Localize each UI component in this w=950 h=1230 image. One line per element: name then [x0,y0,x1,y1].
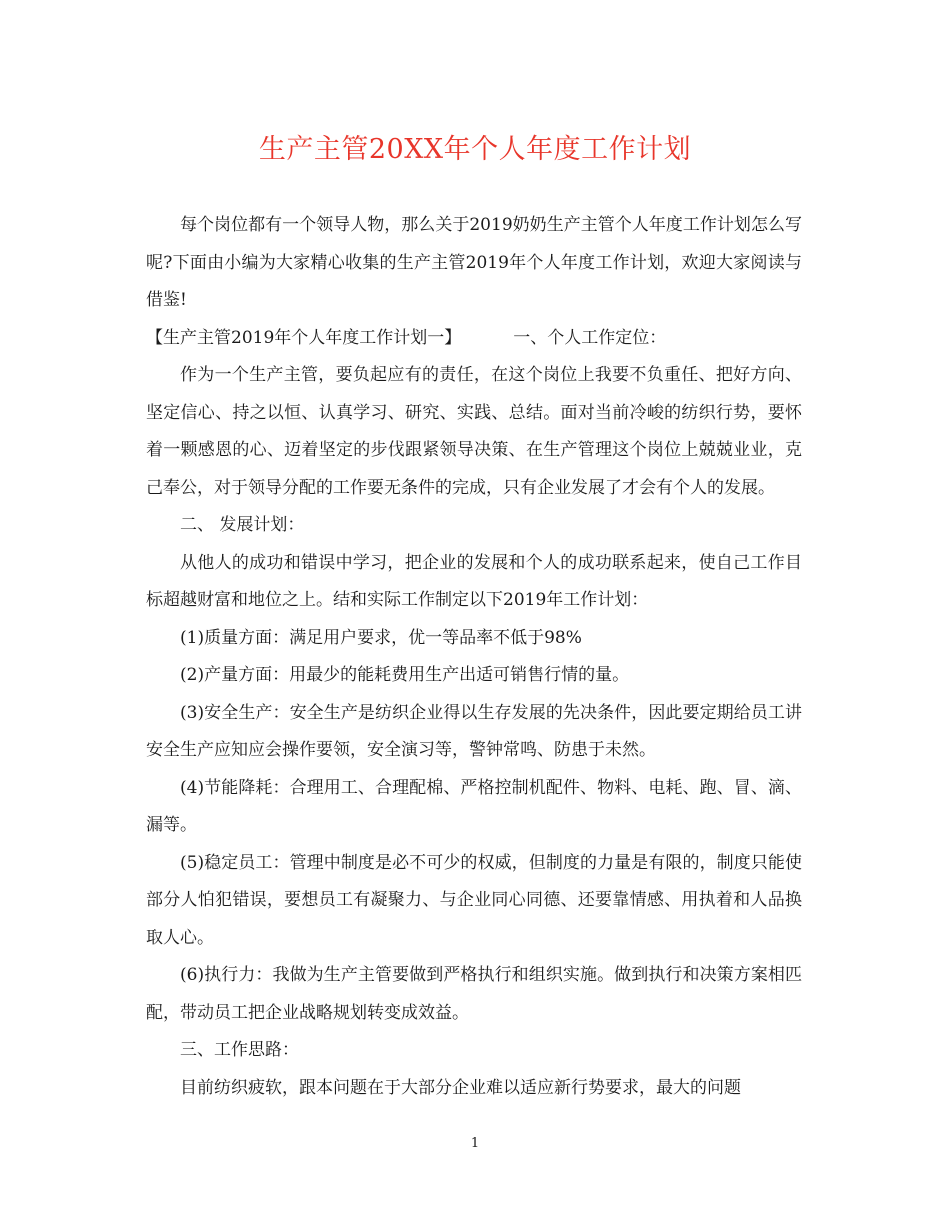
section2-paragraph: 从他人的成功和错误中学习，把企业的发展和个人的成功联系起来，使自己工作目标超越财富和地位之上。结和实际工作制定以下2019年工作计划： [146,552,802,610]
document-title: 生产主管20XX年个人年度工作计划 [258,134,692,165]
page-number: 1 [470,1136,480,1151]
list-item: (1)质量方面：满足用户要求，优一等品率不低于98% [180,627,582,648]
plan-heading-line [146,320,802,358]
section2-heading: 二、 发展计划： [180,515,305,535]
plan-heading: 【生产主管2019年个人年度工作计划一】 [146,327,462,348]
list-item: (4)节能降耗：合理用工、合理配棉、严格控制机配件、物料、电耗、跑、冒、滴、漏等。 [146,777,802,835]
list-item: (2)产量方面：用最少的能耗费用生产出适可销售行情的量。 [180,665,630,685]
section3-heading: 三、工作思路： [180,1040,299,1060]
section3-paragraph: 目前纺织疲软，跟本问题在于大部分企业难以适应新行势要求，最大的问题 [180,1077,741,1098]
list-item: (3)安全生产：安全生产是纺织企业得以生存发展的先决条件，因此要定期给员工讲安全生产应知应会操作要领，安全演习等，警钟常鸣、防患于未然。 [146,702,802,760]
section1-paragraph: 作为一个生产主管，要负起应有的责任，在这个岗位上我要不负重任、把好方向、坚定信心、持之以恒、认真学习、研究、实践、总结。面对当前冷峻的纺织行势，要怀着一颗感恩的心、迈着坚定的步伐跟紧领导决策、在生产管理这个岗位上兢兢业业，克己奉公，对于领导分配的工作要无条件的完成，只有企业发展了才会有个人的发展。 [146,365,802,498]
intro-paragraph: 每个岗位都有一个领导人物，那么关于2019奶奶生产主管个人年度工作计划怎么写呢?下面由小编为大家精心收集的生产主管2019年个人年度工作计划，欢迎大家阅读与借鉴! [146,215,802,310]
section1-heading: 一、个人工作定位： [513,327,667,348]
list-item: (5)稳定员工：管理中制度是必不可少的权威，但制度的力量是有限的，制度只能使部分人怕犯错误，要想员工有凝聚力、与企业同心同德、还要靠情感、用执着和人品换取人心。 [146,852,802,948]
list-item: (6)执行力：我做为生产主管要做到严格执行和组织实施。做到执行和决策方案相匹配，带动员工把企业战略规划转变成效益。 [146,965,802,1023]
document-body [146,207,802,1107]
